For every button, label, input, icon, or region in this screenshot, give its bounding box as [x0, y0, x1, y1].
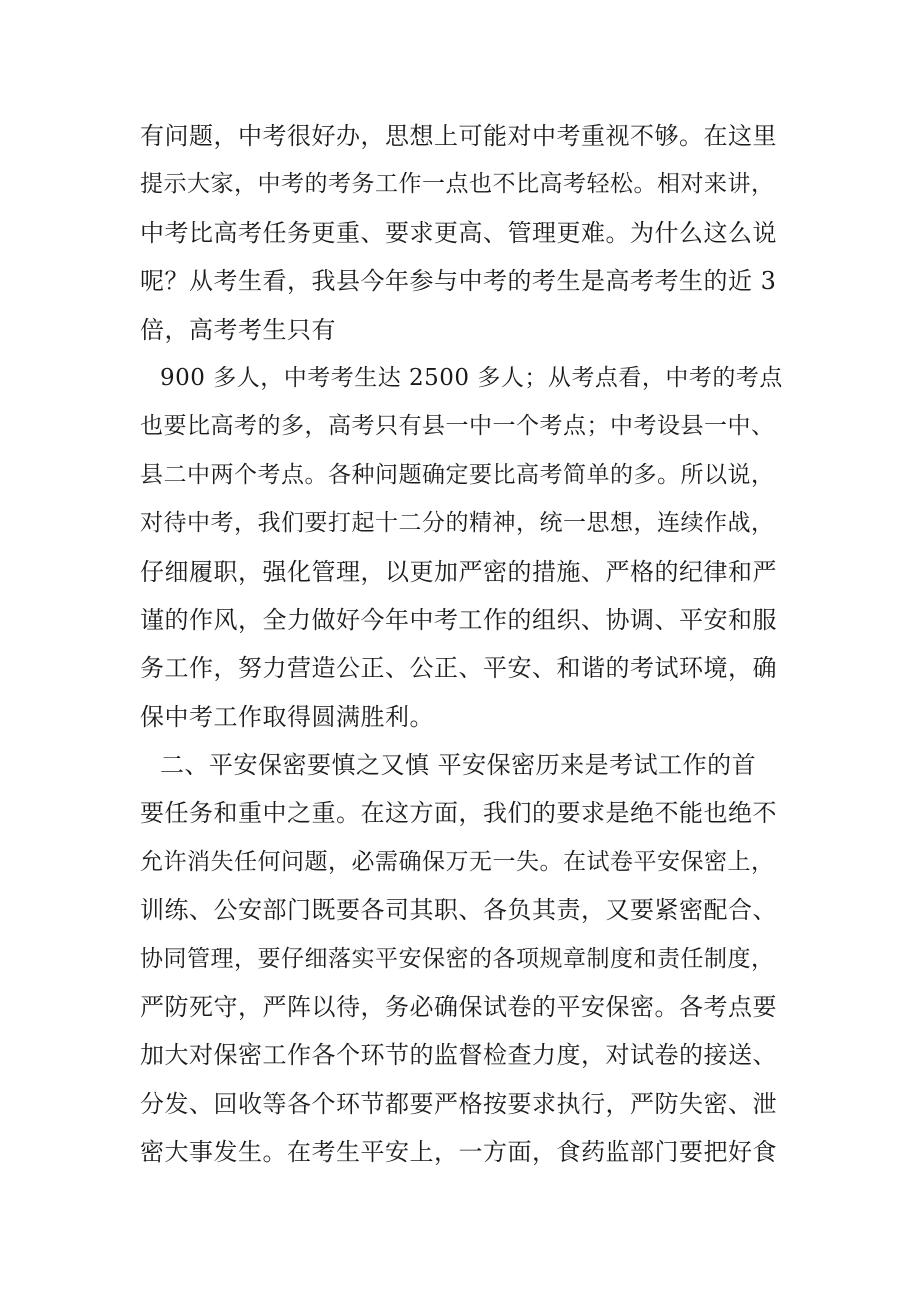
- text-line: 也要比高考的多，高考只有县一中一个考点；中考设县一中、: [140, 413, 775, 440]
- text-line: 县二中两个考点。各种问题确定要比高考简单的多。所以说，: [140, 461, 775, 488]
- text-line: 要任务和重中之重。在这方面，我们的要求是绝不能也绝不: [140, 799, 777, 828]
- text-line: 谨的作风，全力做好今年中考工作的组织、协调、平安和服: [140, 605, 777, 634]
- text-line: 务工作，努力营造公正、公正、平安、和谐的考试环境，确: [140, 654, 777, 683]
- text-line: 密大事发生。在考生平安上，一方面，食药监部门要把好食: [140, 1138, 777, 1167]
- text-line: 呢？从考生看，我县今年参与中考的考生是高考考生的近 3: [140, 267, 777, 296]
- text-line: 训练、公安部门既要各司其职、各负其责，又要紧密配合、: [140, 896, 777, 925]
- text-line: 对待中考，我们要打起十二分的精神，统一思想，连续作战，: [140, 510, 775, 537]
- text-line: 倍，高考考生只有: [140, 315, 336, 344]
- text-line: 900 多人，中考考生达 2500 多人；从考点看，中考的考点: [160, 364, 783, 391]
- text-line: 仔细履职，强化管理，以更加严密的措施、严格的纪律和严: [140, 557, 777, 586]
- text-line: 中考比高考任务更重、要求更高、管理更难。为什么这么说: [140, 218, 777, 247]
- text-line: 二、平安保密要慎之又慎 平安保密历来是考试工作的首: [160, 751, 757, 780]
- text-line: 协同管理，要仔细落实平安保密的各项规章制度和责任制度，: [140, 945, 775, 972]
- text-line: 允许消失任何问题，必需确保万无一失。在试卷平安保密上，: [140, 848, 775, 875]
- text-line: 保中考工作取得圆满胜利。: [140, 702, 434, 731]
- text-line: 严防死守，严阵以待，务必确保试卷的平安保密。各考点要: [140, 993, 777, 1022]
- document-body: [140, 112, 785, 1177]
- text-line: 加大对保密工作各个环节的监督检查力度，对试卷的接送、: [140, 1041, 777, 1070]
- text-line: 提示大家，中考的考务工作一点也不比高考轻松。相对来讲，: [140, 171, 775, 198]
- text-line: 有问题，中考很好办，思想上可能对中考重视不够。在这里: [140, 122, 777, 150]
- text-line: 分发、回收等各个环节都要严格按要求执行，严防失密、泄: [140, 1089, 777, 1118]
